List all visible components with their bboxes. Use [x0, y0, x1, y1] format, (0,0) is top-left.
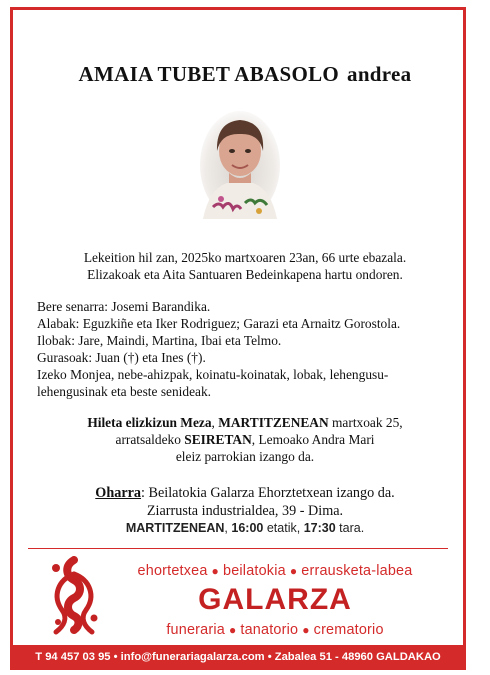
mass-day: MARTITZENEAN [218, 415, 329, 430]
mass-date: martxoak 25, [332, 415, 403, 430]
wake-hours: MARTITZENEAN, 16:00 etatik, 17:30 tara. [125, 521, 365, 535]
bullet-icon: ● [302, 623, 310, 637]
wake-end-text: tara. [339, 521, 365, 535]
bullet-icon: ● [289, 564, 298, 578]
contact-footer: T 94 457 03 95 • info@funerariagalarza.com • Zabalea 51 - 48960 GALDAKAO [10, 645, 466, 670]
service-item: errausketa-labea [301, 563, 413, 579]
notice-address: Ziarrusta industrialdea, 39 - Dima. [146, 503, 344, 519]
services-spanish [112, 622, 438, 638]
wake-start-time: 16:00 [231, 521, 264, 535]
mass-location: eleiz parrokian izango da. [175, 449, 315, 464]
bullet-icon: ● [211, 564, 219, 578]
portrait-photo [199, 107, 281, 219]
service-item: crematorio [313, 622, 384, 638]
notice-label: Oharra [95, 485, 142, 501]
funeral-mass-info: Hileta elizkizun Meza, MARTITZENEAN martxoak 25, arratsaldeko SEIRETAN, Lemoako Andra Mari eleiz parrokian izango da. [0, 414, 490, 465]
mass-time-prefix: arratsaldeko [115, 432, 181, 447]
service-item: beilatokia [223, 563, 286, 579]
family-line: Alabak: Eguzkiñe eta Iker Rodriguez; Garazi eta Arnaitz Gorostola. [37, 316, 401, 331]
honorific: andrea [347, 62, 412, 86]
family-line: Ilobak: Jare, Maindi, Martina, Ibai eta Telmo. [37, 333, 282, 348]
death-notice-line [0, 249, 490, 283]
mass-label: Hileta elizkizun Meza [87, 415, 212, 430]
deceased-name: AMAIA TUBET ABASOLO [78, 62, 340, 86]
wake-end-time: 17:30 [303, 521, 336, 535]
company-brand-name: GALARZA [198, 583, 352, 616]
services-basque [112, 563, 438, 579]
mass-time: SEIRETAN [184, 432, 252, 447]
family-line: Gurasoak: Juan (†) eta Ines (†). [37, 350, 206, 365]
service-item: tanatorio [240, 622, 299, 638]
family-line: lehengusinak eta beste senideak. [37, 384, 212, 399]
family-line: Bere senarra: Josemi Barandika. [37, 299, 211, 314]
wake-notice [0, 484, 490, 520]
bullet-icon: ● [228, 623, 237, 637]
death-date-text: Lekeition hil zan, 2025ko martxoaren 23an, 66 urte ebazala. [83, 250, 407, 265]
service-item: funeraria [166, 622, 225, 638]
deceased-name-heading [0, 62, 490, 87]
wake-day: MARTITZENEAN [125, 521, 225, 535]
galarza-logo-icon [44, 556, 104, 638]
wake-mid-text: etatik, [266, 521, 301, 535]
family-list [37, 298, 447, 400]
notice-text: : Beilatokia Galarza Ehorztetxean izango da. [141, 485, 395, 501]
service-item: ehortetxea [137, 563, 208, 579]
sacraments-text: Elizakoak eta Aita Santuaren Bedeinkapena hartu ondoren. [87, 267, 403, 282]
divider-line [28, 548, 448, 549]
family-line: Izeko Monjea, nebe-ahizpak, koinatu-koinatak, lobak, lehengusu- [37, 367, 389, 382]
mass-church: , Lemoako Andra Mari [251, 432, 375, 447]
